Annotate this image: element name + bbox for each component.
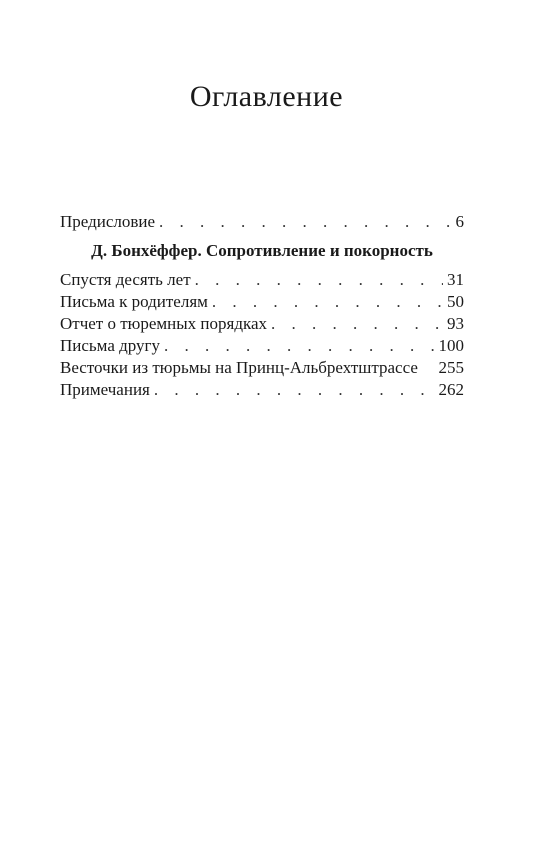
toc-entry[interactable] <box>60 292 464 312</box>
page-title: Оглавление <box>189 80 344 113</box>
toc-entry-page: 31 <box>447 270 464 289</box>
toc-entry-label: Отчет о тюремных порядках <box>60 314 268 333</box>
dot-leader <box>154 380 435 400</box>
toc-entry[interactable] <box>60 358 464 378</box>
dot-leader <box>159 212 451 232</box>
toc-entry-label: Весточки из тюрьмы на Принц-Альбрехтштрассе <box>60 358 418 377</box>
toc-entry-page: 255 <box>438 358 464 377</box>
toc-entry[interactable] <box>60 314 464 334</box>
toc-entry-label: Примечания <box>60 380 150 399</box>
toc-entry-label: Письма к родителям <box>60 292 208 311</box>
section-heading: Д. Бонхёффер. Сопротивление и покорность <box>91 241 433 260</box>
toc-entry-preface[interactable] <box>60 212 464 232</box>
toc-entry[interactable] <box>60 380 464 400</box>
toc-entry-page: 6 <box>455 212 464 231</box>
dot-leader <box>164 336 434 356</box>
dot-leader <box>271 314 443 334</box>
toc-entry-page: 262 <box>438 380 464 399</box>
toc-entry[interactable] <box>60 270 464 290</box>
dot-leader <box>195 270 443 290</box>
toc-entry-label: Письма другу <box>60 336 161 355</box>
toc-entry-page: 93 <box>447 314 464 333</box>
toc-entry-page: 100 <box>438 336 464 355</box>
toc-entry-page: 50 <box>447 292 464 311</box>
toc-entry-label: Предисловие <box>60 212 156 231</box>
toc-entry[interactable] <box>60 336 464 356</box>
dot-leader <box>212 292 443 312</box>
toc-entry-label: Спустя десять лет <box>60 270 191 289</box>
